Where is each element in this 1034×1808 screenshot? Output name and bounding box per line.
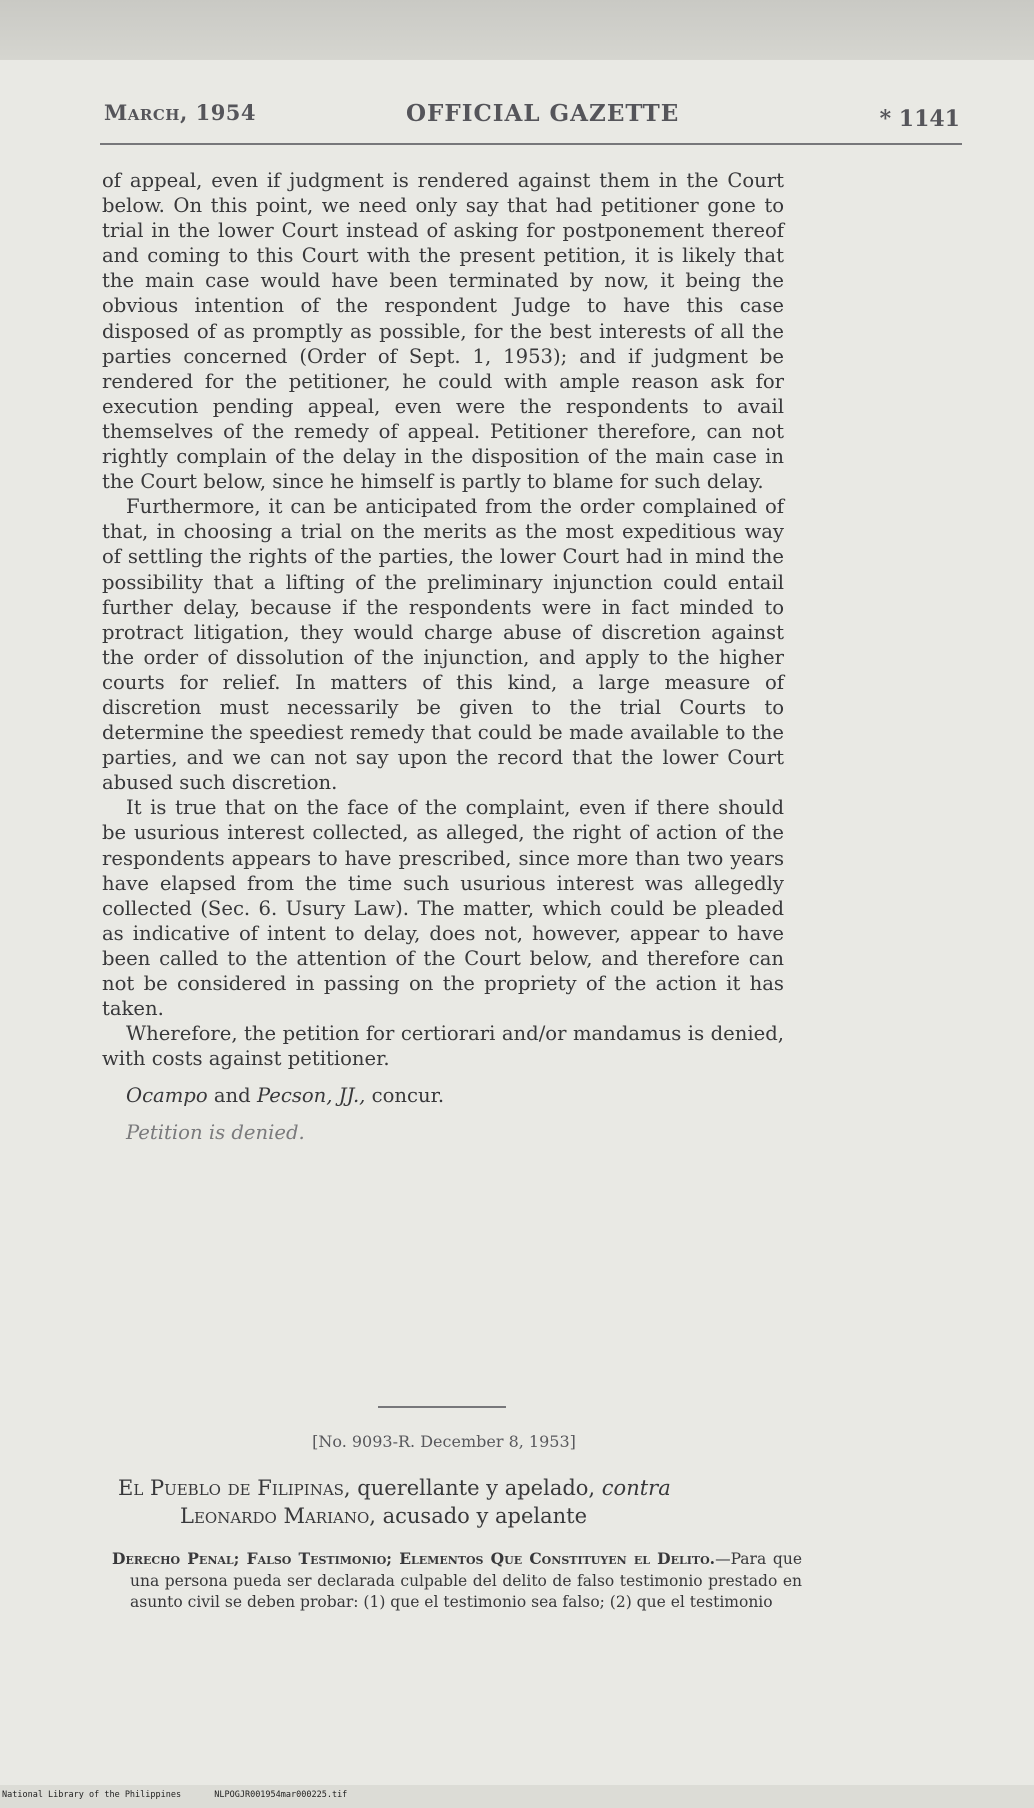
header-date: March, 1954 (104, 100, 257, 125)
party-1-role: querellante y apelado, (357, 1476, 596, 1500)
party-1: El Pueblo de Filipinas, (118, 1476, 351, 1500)
syllabus-text: —Para que una persona pueda ser declarada culpable del delito de falso testimonio prestado en asunto civil se deben probar: (1) que el testimonio sea falso; (2) que el testimonio (130, 1550, 802, 1611)
party-2: Leonardo Mariano, (180, 1504, 376, 1528)
judge-ocampo: Ocampo (126, 1084, 208, 1108)
paragraph-1: of appeal, even if judgment is rendered against them in the Court below. On this point, we need only say that had petitioner gone to trial in the lower Court instead of asking for postponement thereof and coming to this Court with the present petition, it is likely that the main case would have been terminated by now, it being the obvious intention of the respondent Judge to have this case disposed of as promptly as possible, for the best interests of all the parties concerned (Order of Sept. 1, 1953); and if judgment be rendered for the petitioner, he could with ample reason ask for execution pending appeal, even were the respondents to avail themselves of the remedy of appeal. Petitioner therefore, can not rightly complain of the delay in the disposition of the main case in the Court below, since he himself is partly to blame for such delay. (102, 169, 784, 494)
syllabus-heading: Derecho Penal; Falso Testimonio; Elementos Que Constituyen el Delito. (112, 1549, 716, 1568)
versus-word: contra (601, 1476, 671, 1500)
syllabus (112, 1548, 802, 1614)
concurrence-line (102, 1083, 784, 1108)
disposition-text: Petition is denied. (126, 1121, 305, 1145)
judge-pecson: Pecson, JJ., (256, 1084, 366, 1108)
header-title: OFFICIAL GAZETTE (406, 100, 680, 127)
case-title-line-2 (180, 1504, 780, 1528)
header-rule (100, 143, 962, 145)
page-header (100, 100, 970, 140)
decision-body (102, 168, 784, 1145)
and-word: and (213, 1084, 251, 1108)
page-number: * 1141 (879, 106, 960, 132)
footer-filename: NLPOGJR001954mar000225.tif (214, 1790, 348, 1800)
case-number: [No. 9093-R. December 8, 1953] (312, 1432, 576, 1451)
concur-word: concur. (371, 1084, 445, 1108)
party-2-role: acusado y apelante (382, 1504, 588, 1528)
paragraph-3: It is true that on the face of the complaint, even if there should be usurious interest collected, as alleged, the right of action of the respondents appears to have prescribed, since more than two years have elapsed from the time such usurious interest was allegedly collected (Sec. 6. Usury Law). The matter, which could be pleaded as indicative of intent to delay, does not, however, appear to have been called to the attention of the Court below, and therefore can not be considered in passing on the propriety of the action it has taken. (102, 796, 784, 1021)
paragraph-4: Wherefore, the petition for certiorari and/or mandamus is denied, with costs against petitioner. (102, 1022, 784, 1071)
disposition (102, 1120, 784, 1145)
paragraph-2: Furthermore, it can be anticipated from the order complained of that, in choosing a trial on the merits as the most expeditious way of settling the rights of the parties, the lower Court had in mind the possibility that a lifting of the preliminary injunction could entail further delay, because if the respondents were in fact minded to protract litigation, they would charge abuse of discretion against the order of dissolution of the injunction, and apply to the higher courts for relief. In matters of this kind, a large measure of discretion must necessarily be given to the trial Courts to determine the speediest remedy that could be made available to the parties, and we can not say upon the record that the lower Court abused such discretion. (102, 495, 784, 795)
case-title-line-1 (118, 1476, 818, 1500)
section-divider (378, 1406, 506, 1408)
footer-library: National Library of the Philippines (2, 1790, 182, 1800)
scan-footer (2, 1790, 1032, 1800)
